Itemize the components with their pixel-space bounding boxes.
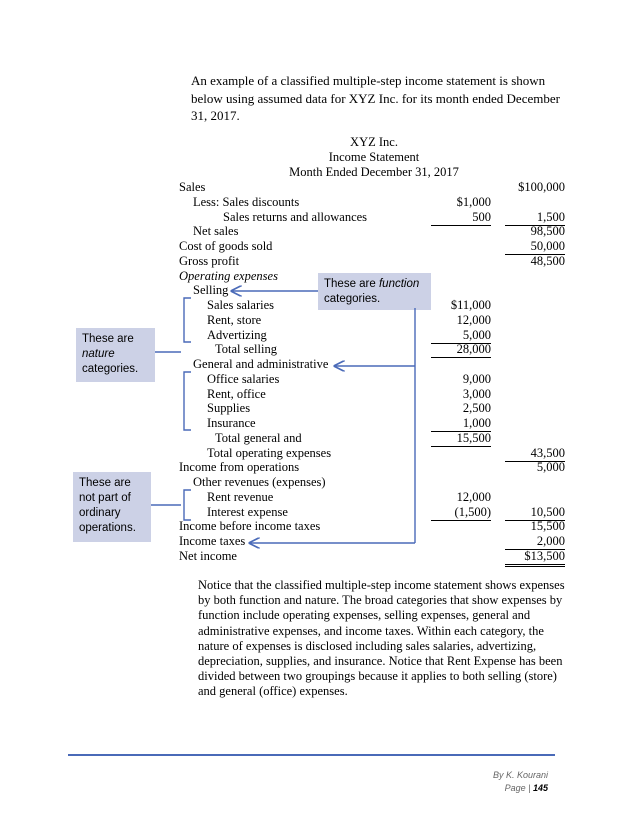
- total-amount: 98,500: [530, 224, 565, 239]
- row-label: Income taxes: [179, 534, 246, 548]
- total-amount: $100,000: [518, 180, 565, 194]
- inner-amount: 2,500: [462, 401, 491, 416]
- ordinary-callout: These are not part of ordinary operations.: [73, 472, 151, 542]
- statement-period: Month Ended December 31, 2017: [289, 165, 459, 179]
- inner-amount: $1,000: [456, 194, 491, 209]
- row-label: Operating expenses: [179, 268, 278, 283]
- inner-amount: $11,000: [450, 298, 491, 312]
- row-label: Net income: [179, 548, 237, 563]
- row-label: Other revenues (expenses): [193, 475, 326, 489]
- inner-amount: 5,000: [431, 328, 491, 344]
- nature-callout: These are nature categories.: [76, 328, 155, 382]
- row-label: Interest expense: [207, 504, 288, 519]
- total-amount: 5,000: [536, 460, 565, 475]
- row-label: Sales salaries: [207, 298, 274, 312]
- row-label: General and administrative: [193, 357, 329, 371]
- row-label: Supplies: [207, 401, 251, 416]
- company-name: XYZ Inc.: [350, 135, 398, 149]
- row-label: Rent, office: [207, 386, 266, 401]
- selling-bracket: [184, 298, 191, 342]
- footer-divider: [68, 754, 555, 756]
- footer-author: By K. Kourani: [492, 770, 548, 780]
- row-label: Sales returns and allowances: [223, 209, 368, 224]
- inner-amount: 9,000: [462, 371, 491, 386]
- row-label: Net sales: [193, 224, 239, 239]
- row-label: Gross profit: [179, 253, 240, 268]
- inner-amount: (1,500): [431, 505, 491, 521]
- total-amount: 48,500: [530, 253, 565, 268]
- closing-paragraph: Notice that the classified multiple-step income statement shows expenses by both function and nature. The broad categories that show expenses by function include operating expenses, selling expenses, general and administrative expenses, and income taxes. Within each category, the nature of expenses is disclosed including sales salaries, advertizing, depreciation, supplies, and insurance. Notice that Rent Expense has been divided between two groupings because it applies to both selling (store) and general (office) expenses.: [198, 578, 565, 699]
- row-label: Insurance: [207, 416, 256, 430]
- total-amount: 2,000: [505, 534, 565, 550]
- row-label: Income from operations: [179, 460, 300, 475]
- total-amount: 50,000: [505, 239, 565, 255]
- inner-amount: 15,500: [431, 431, 491, 447]
- inner-amount: 12,000: [456, 489, 491, 504]
- statement-title: Income Statement: [328, 150, 420, 164]
- footer-page: Page | 145: [504, 783, 548, 793]
- general-bracket: [184, 372, 191, 430]
- intro-paragraph: An example of a classified multiple-step income statement is shown below using assumed data for XYZ Inc. for its month ended December 31, 2017.: [191, 73, 560, 123]
- row-label: Less: Sales discounts: [193, 194, 300, 209]
- row-label: Total general and: [215, 430, 302, 445]
- row-label: Cost of goods sold: [179, 239, 273, 253]
- inner-amount: 28,000: [431, 342, 491, 358]
- inner-amount: 1,000: [431, 416, 491, 432]
- row-label: Total operating expenses: [207, 445, 332, 460]
- inner-amount: 500: [431, 210, 491, 226]
- total-amount: 10,500: [505, 505, 565, 521]
- row-label: Total selling: [215, 342, 277, 357]
- inner-amount: 12,000: [456, 312, 491, 327]
- other-bracket: [184, 490, 191, 520]
- function-callout: These are function categories.: [318, 273, 431, 310]
- row-label: Income before income taxes: [179, 519, 321, 534]
- row-label: Rent, store: [207, 312, 262, 327]
- row-label: Advertizing: [207, 327, 267, 342]
- row-label: Sales: [179, 180, 206, 194]
- row-label: Rent revenue: [207, 489, 274, 504]
- inner-amount: 3,000: [462, 386, 491, 401]
- row-label: Office salaries: [207, 371, 280, 386]
- total-amount: $13,500: [505, 549, 565, 567]
- total-amount: 1,500: [505, 210, 565, 226]
- total-amount: 15,500: [530, 519, 565, 534]
- row-label: Selling: [193, 283, 229, 298]
- total-amount: 43,500: [505, 446, 565, 462]
